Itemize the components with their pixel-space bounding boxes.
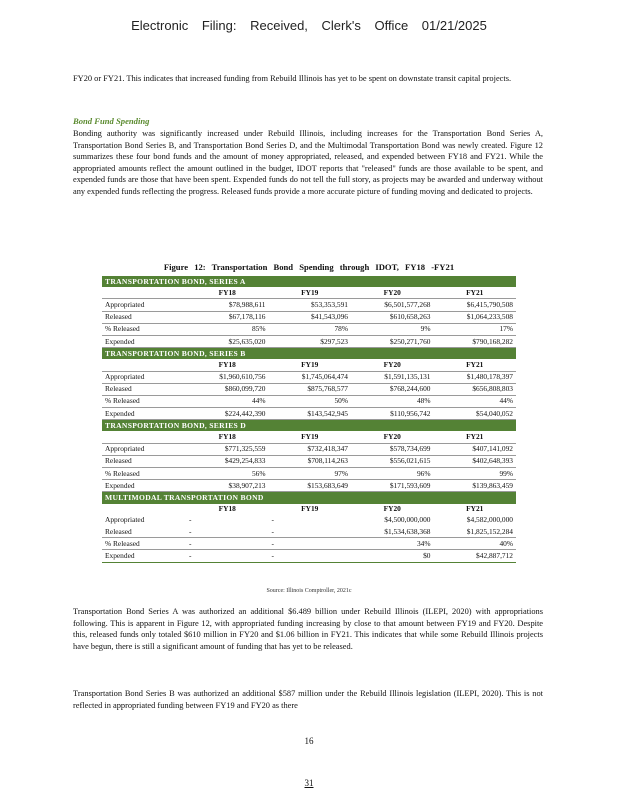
- series-b-band: [102, 348, 516, 360]
- col-fy19: FY19: [269, 287, 352, 299]
- table-cell: $1,745,064,474: [269, 371, 352, 383]
- row-label: % Released: [102, 323, 186, 335]
- table-cell: $1,480,178,397: [434, 371, 517, 383]
- table-cell: $78,988,611: [186, 299, 269, 311]
- table-row: [102, 455, 516, 467]
- col-fy19: FY19: [301, 504, 319, 514]
- row-label: Expended: [102, 480, 186, 492]
- table-cell: 78%: [269, 323, 352, 335]
- filing-header: Electronic Filing: Received, Clerk's Office 01/21/2025: [131, 18, 487, 33]
- table-cell: 97%: [269, 468, 352, 480]
- table-cell: $771,325,559: [186, 443, 269, 455]
- col-fy20: FY20: [351, 287, 434, 299]
- col-fy20: FY20: [383, 504, 401, 514]
- col-fy21: FY21: [466, 504, 484, 514]
- table-cell: $875,768,577: [269, 383, 352, 395]
- table-cell: -: [269, 538, 352, 550]
- table-cell: $1,064,233,508: [434, 311, 517, 323]
- table-row: [102, 299, 516, 311]
- row-label: Expended: [102, 335, 186, 347]
- table-cell: $556,021,615: [351, 455, 434, 467]
- table-cell: $4,500,000,000: [384, 515, 431, 525]
- table-row: [102, 371, 516, 383]
- table-cell: 17%: [434, 323, 517, 335]
- table-cell: $407,141,092: [434, 443, 517, 455]
- table-cell: 34%: [351, 538, 434, 550]
- figure-source: Source: Illinois Comptroller, 2021c: [266, 588, 352, 594]
- table-cell: $297,523: [269, 335, 352, 347]
- table-cell: $54,040,052: [434, 408, 517, 420]
- row-label: Expended: [102, 408, 186, 420]
- series-a-band: [102, 276, 516, 287]
- table-row: [102, 335, 516, 347]
- table-cell: $4,582,000,000: [466, 515, 513, 525]
- multimodal-name: MULTIMODAL TRANSPORTATION BOND: [102, 492, 516, 504]
- row-label: Appropriated: [102, 443, 186, 455]
- row-label: Released: [102, 526, 186, 538]
- col-fy18: FY18: [218, 504, 236, 514]
- row-label: % Released: [102, 468, 186, 480]
- table-row: [102, 515, 516, 526]
- row-label: Released: [102, 455, 186, 467]
- table-cell: $610,658,263: [351, 311, 434, 323]
- table-cell: -: [269, 526, 352, 538]
- table-row: [102, 383, 516, 395]
- table-cell: $42,887,712: [434, 550, 517, 562]
- table-cell: 9%: [351, 323, 434, 335]
- table-cell: $6,415,790,508: [434, 299, 517, 311]
- table-cell: $110,956,742: [351, 408, 434, 420]
- table-cell: $139,863,459: [434, 480, 517, 492]
- table-row: [102, 311, 516, 323]
- table-cell: $171,593,609: [351, 480, 434, 492]
- table-cell: $224,442,390: [186, 408, 269, 420]
- table-cell: $768,244,600: [351, 383, 434, 395]
- table-cell: $250,271,760: [351, 335, 434, 347]
- row-label: Appropriated: [105, 515, 145, 525]
- row-label: Expended: [102, 550, 186, 562]
- table-cell: $578,734,699: [351, 443, 434, 455]
- table-cell: $1,825,152,284: [434, 526, 517, 538]
- table-cell: $53,353,591: [269, 299, 352, 311]
- table-cell: -: [186, 526, 269, 538]
- bond-spending-table: [102, 276, 516, 563]
- col-fy21: FY21: [434, 431, 517, 443]
- table-cell: $732,418,347: [269, 443, 352, 455]
- series-a-paragraph: Transportation Bond Series A was authorized an additional $6.489 billion under Rebuild Illinois (ILEPI, 2020) with appropriations following. This is apparent in Figure 12, with appropriated funding increasing by close to that amount between FY19 and FY20. Despite this, released funds only totaled $610 million in FY20 and $1.06 billion in FY21. This indicates that while some Rebuild Illinois projects have begun, there is still a significant amount of funding that has yet to be released.: [73, 607, 543, 651]
- series-b-paragraph: Transportation Bond Series B was authorized an additional $587 million under the Rebuild Illinois legislation (ILEPI, 2020). This is not reflected in appropriated funding between FY19 and FY20 as there: [73, 689, 543, 710]
- table-cell: 96%: [351, 468, 434, 480]
- table-cell: 44%: [186, 395, 269, 407]
- table-cell: 40%: [434, 538, 517, 550]
- table-row: [102, 550, 516, 562]
- section-heading: Bond Fund Spending: [73, 116, 150, 126]
- table-cell: $429,254,833: [186, 455, 269, 467]
- table-cell: $6,501,577,268: [351, 299, 434, 311]
- table-row: [102, 468, 516, 480]
- table-cell: -: [269, 550, 352, 562]
- row-label: % Released: [102, 538, 186, 550]
- col-fy19: FY19: [269, 359, 352, 371]
- col-fy18: FY18: [186, 431, 269, 443]
- col-fy21: FY21: [434, 359, 517, 371]
- series-b-name: TRANSPORTATION BOND, SERIES B: [102, 348, 516, 360]
- table-cell: $153,683,649: [269, 480, 352, 492]
- table-cell: $1,591,135,131: [351, 371, 434, 383]
- row-label: Appropriated: [102, 371, 186, 383]
- table-cell: 56%: [186, 468, 269, 480]
- table-cell: -: [189, 515, 192, 525]
- col-fy21: FY21: [434, 287, 517, 299]
- col-fy19: FY19: [269, 431, 352, 443]
- row-label: % Released: [102, 395, 186, 407]
- filing-page-number: 31: [304, 778, 314, 788]
- table-cell: 99%: [434, 468, 517, 480]
- table-cell: 44%: [434, 395, 517, 407]
- table-cell: $1,534,638,368: [351, 526, 434, 538]
- table-cell: -: [186, 538, 269, 550]
- row-label: Released: [102, 311, 186, 323]
- column-header-row: [102, 504, 516, 515]
- table-row: [102, 480, 516, 492]
- table-cell: -: [271, 515, 274, 525]
- table-cell: $38,907,213: [186, 480, 269, 492]
- row-label: Released: [102, 383, 186, 395]
- series-d-name: TRANSPORTATION BOND, SERIES D: [102, 420, 516, 432]
- table-row: [102, 443, 516, 455]
- table-cell: 85%: [186, 323, 269, 335]
- table-cell: $25,635,020: [186, 335, 269, 347]
- table-cell: $1,960,610,756: [186, 371, 269, 383]
- table-cell: $0: [351, 550, 434, 562]
- table-row: [102, 538, 516, 550]
- table-cell: -: [186, 550, 269, 562]
- table-cell: $656,808,803: [434, 383, 517, 395]
- figure-title: Figure 12: Transportation Bond Spending through IDOT, FY18 -FY21: [163, 262, 455, 272]
- table-cell: 48%: [351, 395, 434, 407]
- table-cell: $708,114,263: [269, 455, 352, 467]
- intro-paragraph: FY20 or FY21. This indicates that increased funding from Rebuild Illinois has yet to be spent on downstate transit capital projects.: [73, 74, 512, 83]
- table-cell: $143,542,945: [269, 408, 352, 420]
- page-number: 16: [304, 736, 314, 746]
- series-a-name: TRANSPORTATION BOND, SERIES A: [102, 276, 516, 287]
- table-cell: 50%: [269, 395, 352, 407]
- table-cell: $790,168,282: [434, 335, 517, 347]
- row-label: Appropriated: [102, 299, 186, 311]
- section-paragraph: Bonding authority was significantly increased under Rebuild Illinois, including increases for the Transportation Bond Series A, Transportation Bond Series B, and Transportation Bond Series D, and the Multimodal Transportation Bond was newly created. Figure 12 summarizes these four bond funds and the amount of money appropriated, released, and expended between FY18 and FY21. While the appropriated amounts reflect the amount outlined in the budget, IDOT reports that "released" funds are those available to be spent, and expended funds are those that have been spent. Expended funds do not tell the full story, as projects may be awarded and underway without any expended funds reflecting the progress. Released funds provide a more accurate picture of funding moving and dedicated to projects.: [73, 129, 543, 196]
- column-header-row: [102, 359, 516, 371]
- col-fy20: FY20: [351, 431, 434, 443]
- column-header-row: [102, 287, 516, 299]
- table-cell: $67,178,116: [186, 311, 269, 323]
- col-fy20: FY20: [351, 359, 434, 371]
- table-row: [102, 408, 516, 420]
- col-fy18: FY18: [186, 359, 269, 371]
- column-header-row: [102, 431, 516, 443]
- series-d-band: [102, 420, 516, 432]
- table-row: [102, 323, 516, 335]
- table-cell: $41,543,096: [269, 311, 352, 323]
- table-cell: $860,099,720: [186, 383, 269, 395]
- table-cell: $402,648,393: [434, 455, 517, 467]
- table-row: [102, 395, 516, 407]
- col-fy18: FY18: [186, 287, 269, 299]
- table-row: [102, 526, 516, 538]
- multimodal-band: [102, 492, 516, 504]
